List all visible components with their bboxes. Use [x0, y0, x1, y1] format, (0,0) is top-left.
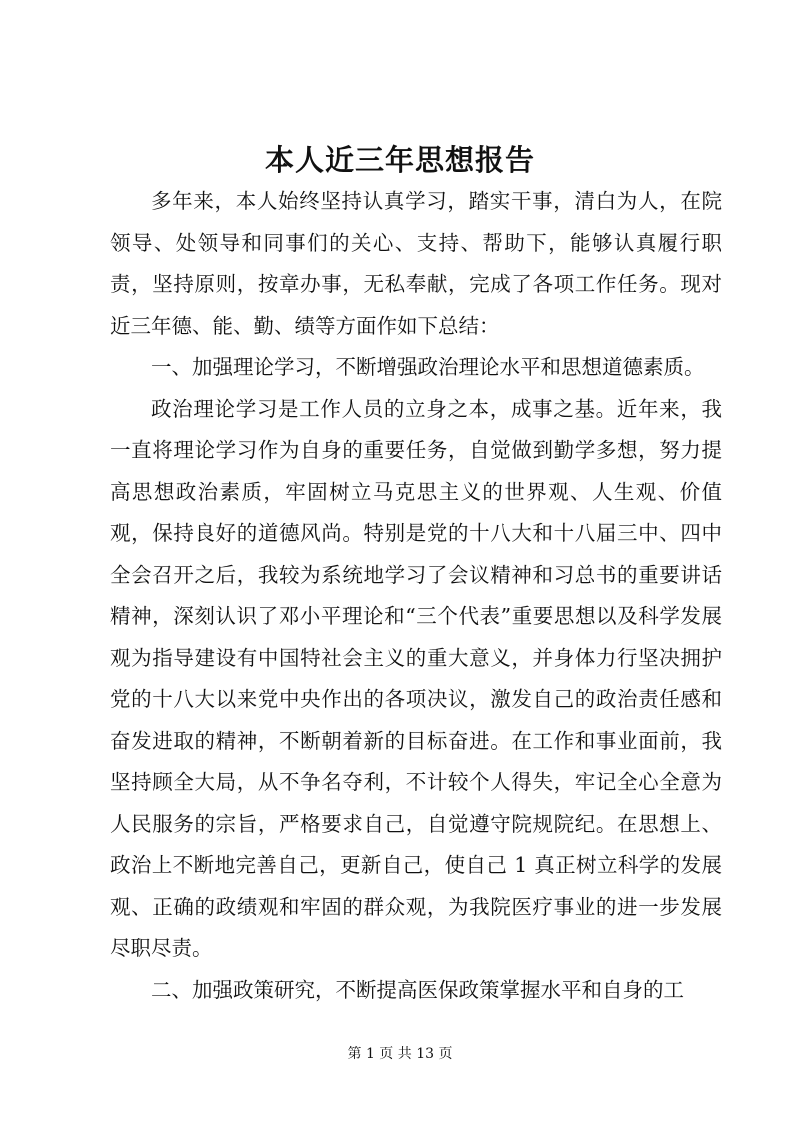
- section-heading-2: 二、加强政策研究，不断提高医保政策掌握水平和自身的工: [151, 977, 684, 1002]
- document-body: [110, 181, 722, 1011]
- paragraph-intro: 多年来，本人始终坚持认真学习，踏实干事，清白为人，在院领导、处领导和同事们的关心、支持、帮助下，能够认真履行职责，坚持原则，按章办事，无私奉献，完成了各项工作任务。现对近三年德、能、勤、绩等方面作如下总结：: [110, 189, 722, 338]
- section-heading-1: 一、加强理论学习，不断增强政治理论水平和思想道德素质。: [151, 355, 705, 379]
- paragraph-section-1: 政治理论学习是工作人员的立身之本，成事之基。近年来，我一直将理论学习作为自身的重要任务，自觉做到勤学多想，努力提高思想政治素质，牢固树立马克思主义的世界观、人生观、价值观，保持良好的道德风尚。特别是党的十八大和十八届三中、四中全会召开之后，我较为系统地学习了会议精神和习总书的重要讲话精神，深刻认识了邓小平理论和“三个代表”重要思想以及科学发展观为指导建设有中国特社会主义的重大意义，并身体力行坚决拥护党的十八大以来党中央作出的各项决议，激发自己的政治责任感和奋发进取的精神，不断朝着新的目标奋进。在工作和事业面前，我坚持顾全大局，从不争名夺利，不计较个人得失，牢记全心全意为人民服务的宗旨，严格要求自己，自觉遵守院规院纪。在思想上、政治上不断地完善自己，更新自己，使自己 1 真正树立科学的发展观、正确的政绩观和牢固的群众观，为我院医疗事业的进一步发展尽职尽责。: [110, 396, 722, 960]
- document-title: 本人近三年思想报告: [264, 143, 535, 177]
- page-footer: 第 1 页 共 13 页: [347, 1046, 453, 1062]
